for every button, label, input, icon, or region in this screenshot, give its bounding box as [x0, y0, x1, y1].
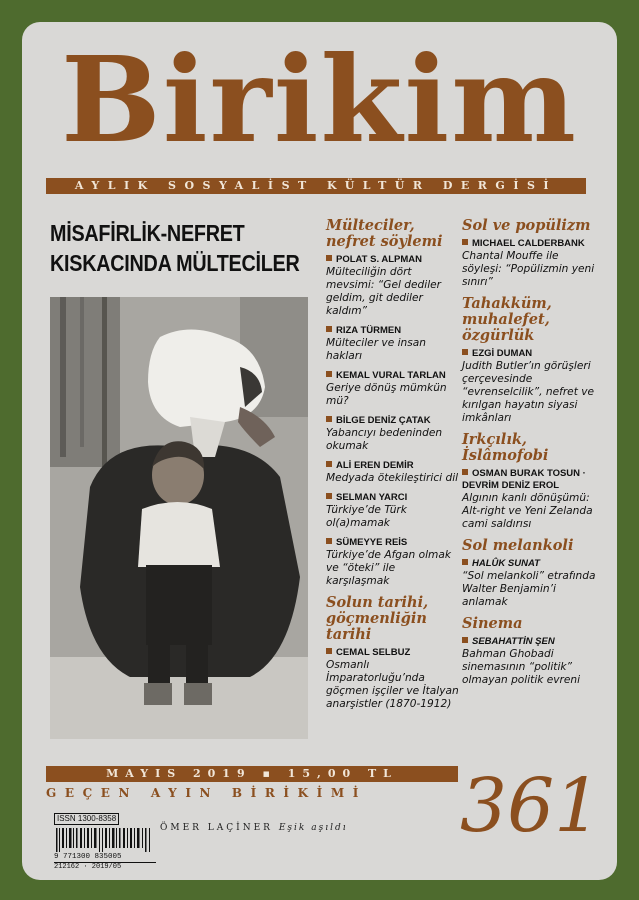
barcode-code: 212162 · 2019/05: [54, 862, 156, 871]
article-author: HALÛK SUNAT: [472, 558, 540, 569]
bullet-square-icon: [462, 469, 468, 475]
last-month-label: GEÇEN AYIN BİRİKİMİ: [46, 786, 367, 800]
issue-number: 361: [460, 763, 602, 849]
section-refugees: [326, 218, 461, 588]
bullet-square-icon: [326, 461, 332, 467]
article-title: Türkiye’de Türk ol(a)mamak: [326, 504, 407, 529]
section-title: Mülteciler, nefret söylemi: [326, 217, 443, 250]
section-melancholy: [462, 538, 597, 609]
list-item: [326, 370, 461, 408]
article-author: ALİ EREN DEMİR: [336, 460, 414, 471]
article-title: Judith Butler’ın görüşleri çerçevesinde “evrenselcilik”, nefret ve kırılgan hayatın siyasi imkânları: [462, 360, 594, 424]
article-title: Geriye dönüş mümkün mü?: [326, 382, 447, 407]
section-domination: [462, 296, 597, 425]
mother-child-photo-icon: [50, 297, 308, 739]
article-author: KEMAL VURAL TARLAN: [336, 370, 446, 381]
bullet-square-icon: [326, 648, 332, 654]
section-title: Sol melankoli: [462, 537, 574, 554]
article-title: Bahman Ghobadi sinemasının “politik” olmayan politik evreni: [462, 648, 581, 686]
article-title: “Sol melankoli” etrafında Walter Benjamin’i anlamak: [462, 570, 596, 608]
bullet-square-icon: [462, 349, 468, 355]
editorial-author: ÖMER LAÇİNER: [160, 823, 273, 833]
article-title: Mülteciliğin dört mevsimi: “Gel dediler geldim, git dediler kaldım”: [326, 266, 442, 317]
bullet-square-icon: [326, 326, 332, 332]
masthead-tagline: AYLIK SOSYALİST KÜLTÜR DERGİSİ: [46, 178, 586, 194]
article-title: Algının kanlı dönüşümü: Alt-right ve Yeni Zelanda cami saldırısı: [462, 492, 593, 530]
magazine-cover: [22, 22, 617, 880]
section-left-history: [326, 595, 461, 711]
list-item: [326, 647, 461, 711]
list-item: [326, 325, 461, 363]
article-author: CEMAL SELBUZ: [336, 647, 411, 658]
article-author: SÜMEYYE REİS: [336, 537, 408, 548]
list-item: [326, 492, 461, 530]
article-author: RIZA TÜRMEN: [336, 325, 402, 336]
list-item: [462, 468, 597, 531]
bullet-square-icon: [326, 255, 332, 261]
article-title: Yabancıyı bedeninden okumak: [326, 427, 443, 452]
article-title: Chantal Mouffe ile söyleşi: “Popülizmin yeni sınırı”: [462, 250, 595, 288]
section-racism: [462, 432, 597, 531]
list-item: [462, 558, 597, 609]
list-item: [462, 636, 597, 687]
barcode-icon: [54, 828, 154, 852]
editorial-line: [160, 823, 348, 833]
list-item: [326, 460, 461, 485]
section-populism: [462, 218, 597, 289]
cover-headline: [50, 218, 300, 278]
bullet-square-icon: [326, 416, 332, 422]
article-author: POLAT S. ALPMAN: [336, 254, 423, 265]
article-author: BİLGE DENİZ ÇATAK: [336, 415, 431, 426]
section-title: Solun tarihi, göçmenliğin tarihi: [326, 594, 429, 643]
barcode-block: [54, 808, 156, 871]
list-item: [326, 254, 461, 318]
list-item: [462, 238, 597, 289]
headline-line-1: MİSAFİRLİK-NEFRET: [50, 220, 245, 246]
bullet-square-icon: [326, 493, 332, 499]
date-price-bar: MAYIS 2019 ▪ 15,00 TL: [46, 766, 458, 782]
masthead-title: Birikim: [61, 30, 578, 169]
bullet-square-icon: [326, 538, 332, 544]
section-title: Irkçılık, İslâmofobi: [462, 431, 549, 464]
article-author: EZGİ DUMAN: [472, 348, 533, 359]
article-author: SELMAN YARCI: [336, 492, 408, 503]
bullet-square-icon: [462, 559, 468, 565]
article-title: Medyada ötekileştirici dil: [326, 472, 459, 484]
editorial-title: Eşik aşıldı: [278, 823, 348, 833]
bullet-square-icon: [462, 239, 468, 245]
headline-line-2: KISKACINDA MÜLTECİLER: [50, 250, 300, 276]
list-item: [326, 537, 461, 588]
section-title: Sol ve popülizm: [462, 217, 591, 234]
article-author: SEBAHATTİN ŞEN: [472, 636, 555, 647]
section-title: Sinema: [462, 615, 523, 632]
list-item: [326, 415, 461, 453]
article-author: MICHAEL CALDERBANK: [472, 238, 585, 249]
section-title: Tahakküm, muhalefet, özgürlük: [462, 295, 552, 344]
article-title: Osmanlı İmparatorluğu’nda göçmen işçiler ve İtalyan anarşistler (1870-1912): [326, 659, 459, 710]
cover-photo: [50, 297, 308, 739]
section-cinema: [462, 616, 597, 687]
list-item: [462, 348, 597, 425]
barcode-number: 9 771300 835005: [54, 853, 122, 861]
article-author: OSMAN BURAK TOSUN · DEVRİM DENİZ EROL: [462, 468, 586, 491]
contents-column-2: [462, 218, 597, 694]
contents-column-1: [326, 218, 461, 718]
bullet-square-icon: [326, 371, 332, 377]
article-title: Türkiye’de Afgan olmak ve “öteki” ile karşılaşmak: [326, 549, 451, 587]
bullet-square-icon: [462, 637, 468, 643]
issn-label: ISSN 1300-8358: [54, 813, 119, 825]
article-title: Mülteciler ve insan hakları: [326, 337, 426, 362]
